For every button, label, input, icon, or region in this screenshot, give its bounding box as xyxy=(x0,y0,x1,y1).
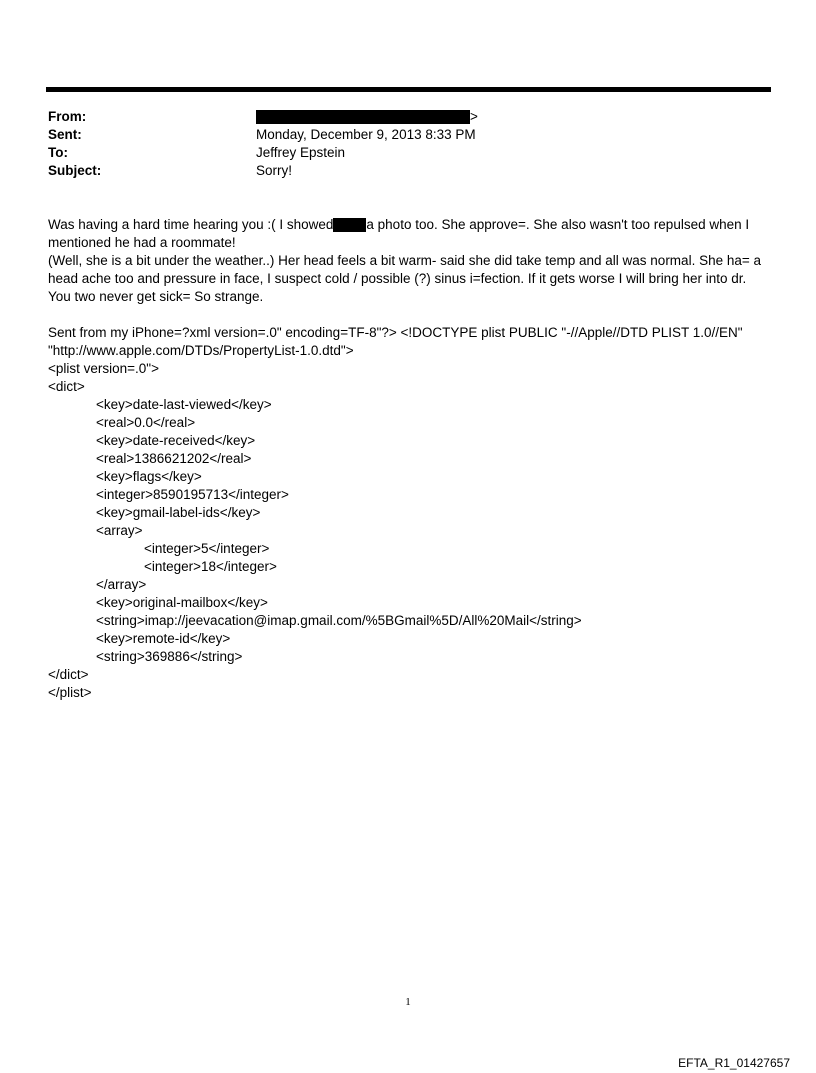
plist-line: <key>date-received</key> xyxy=(96,433,256,448)
from-row xyxy=(48,108,748,126)
plist-line: <integer>5</integer> xyxy=(144,541,270,556)
header-rule xyxy=(46,87,771,92)
plist-line: <array> xyxy=(96,523,143,538)
redaction-box xyxy=(256,110,470,124)
redaction-box xyxy=(333,218,366,232)
plist-line: <key>date-last-viewed</key> xyxy=(96,397,272,412)
from-label: From: xyxy=(48,109,87,124)
subject-row xyxy=(48,162,748,180)
to-label: To: xyxy=(48,145,68,160)
subject-value: Sorry! xyxy=(256,163,293,178)
plist-line: <dict> xyxy=(48,379,85,394)
to-row xyxy=(48,144,748,162)
body-paragraph-2: (Well, she is a bit under the weather..) Her head feels a bit warm- said she did take temp and all was normal. She ha= a head ache too and pressure in face, I suspect cold / possible (?) sinus i=fection. If it gets worse I will bring her into dr. You two never get sick= So strange. xyxy=(48,253,761,304)
plist-line: </array> xyxy=(96,577,147,592)
plist-line: </dict> xyxy=(48,667,89,682)
plist-line: <key>flags</key> xyxy=(96,469,202,484)
plist-line: <key>original-mailbox</key> xyxy=(96,595,268,610)
plist-line: <real>1386621202</real> xyxy=(96,451,252,466)
body-line1-before: Was having a hard time hearing you :( I showed xyxy=(48,217,334,232)
subject-label: Subject: xyxy=(48,163,102,178)
plist-line: <key>remote-id</key> xyxy=(96,631,231,646)
sent-row xyxy=(48,126,748,144)
from-suffix: > xyxy=(470,109,478,124)
body-paragraph-1 xyxy=(48,216,763,252)
email-header xyxy=(48,108,748,180)
plist-line: <integer>18</integer> xyxy=(144,559,277,574)
plist-line: <key>gmail-label-ids</key> xyxy=(96,505,261,520)
plist-line: <real>0.0</real> xyxy=(96,415,196,430)
body-line1-after: a photo too. She approve=. She also wasn't too repulsed when I mentioned he had a roommate! xyxy=(48,217,750,250)
plist-line: </plist> xyxy=(48,685,92,700)
sent-value: Monday, December 9, 2013 8:33 PM xyxy=(256,127,476,142)
plist-line: <string>369886</string> xyxy=(96,649,243,664)
plist-line: <integer>8590195713</integer> xyxy=(96,487,289,502)
sent-label: Sent: xyxy=(48,127,82,142)
document-id-stamp: EFTA_R1_01427657 xyxy=(678,1056,790,1070)
page-number: 1 xyxy=(405,996,411,1008)
from-value xyxy=(256,108,748,126)
to-value: Jeffrey Epstein xyxy=(256,145,346,160)
plist-line: <plist version=.0"> xyxy=(48,361,159,376)
sent-from-line: Sent from my iPhone=?xml version=.0" encoding=TF-8"?> <!DOCTYPE plist PUBLIC "-//Apple//DTD PLIST 1.0//EN" "http://www.apple.com/DTDs/PropertyList-1.0.dtd"> xyxy=(48,325,743,358)
plist-line: <string>imap://jeevacation@imap.gmail.com/%5BGmail%5D/All%20Mail</string> xyxy=(96,613,582,628)
email-body xyxy=(48,216,763,702)
